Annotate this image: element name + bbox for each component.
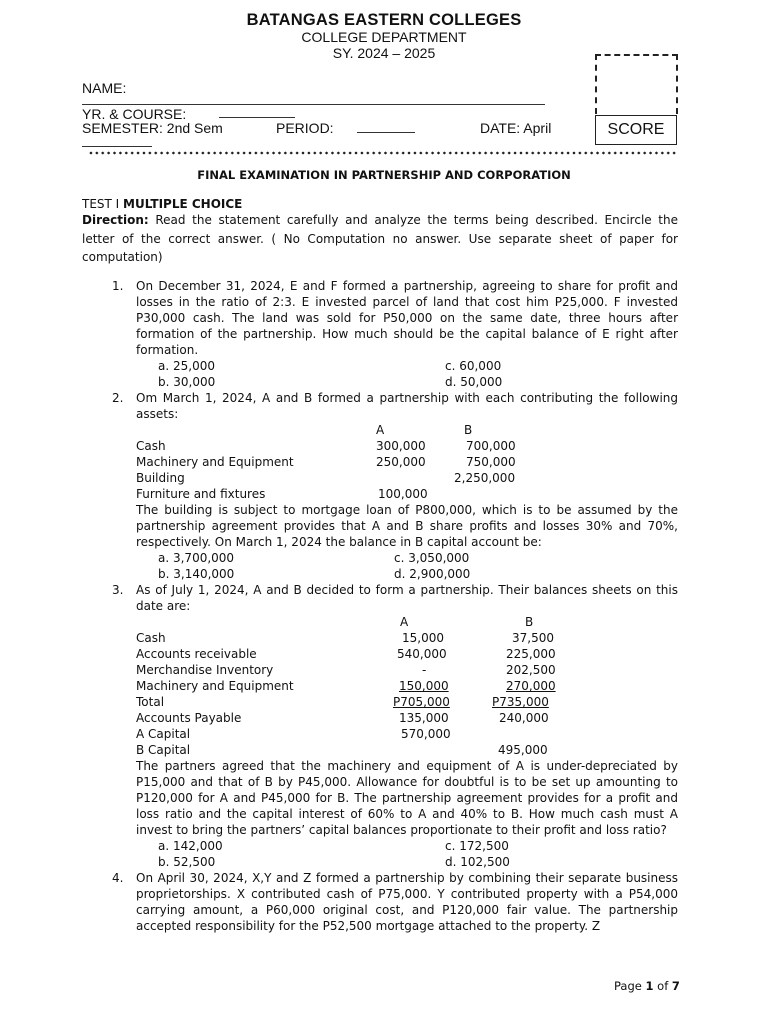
- period-line: [357, 132, 415, 133]
- choice-c[interactable]: c. 172,500: [445, 839, 509, 853]
- direction: [82, 211, 678, 267]
- page-total: 7: [671, 979, 680, 993]
- choice-c[interactable]: c. 3,050,000: [394, 551, 470, 565]
- choice-d[interactable]: d. 2,900,000: [394, 567, 471, 581]
- row-label: B Capital: [136, 743, 191, 757]
- row-value-b: P735,000: [492, 695, 549, 709]
- dotted-divider: [88, 151, 678, 155]
- score-label: SCORE: [595, 115, 677, 145]
- row-label: Cash: [136, 439, 166, 453]
- row-value-b: 37,500: [512, 631, 554, 645]
- date-label: DATE: April: [480, 120, 552, 136]
- choice-a[interactable]: a. 142,000: [158, 839, 223, 853]
- direction-text: Read the statement carefully and analyze the terms being described. Encircle the letter of the correct answer. ( No Computation no answer. Use separate sheet of paper for computation): [82, 213, 678, 264]
- question-text: On April 30, 2024, X,Y and Z formed a partnership by combining their separate business proprietorships. X contributed cash of P75,000. Y contributed property with a P54,000 carrying amount, a P60,000 original cost, and P120,000 fair value. The partnership accepted responsibility for the P52,500 mortgage attached to the property. Z: [136, 871, 678, 933]
- direction-label: Direction:: [82, 213, 149, 227]
- page-current: 1: [645, 979, 654, 993]
- row-label: Cash: [136, 631, 166, 645]
- choice-c[interactable]: c. 60,000: [445, 359, 502, 373]
- question-number: 4.: [112, 871, 124, 885]
- row-value-a: 250,000: [376, 455, 426, 469]
- name-line: [82, 104, 545, 105]
- page-word: Page: [614, 979, 642, 993]
- row-value-a: 570,000: [401, 727, 451, 741]
- question-3: [112, 582, 678, 872]
- row-value-a: 540,000: [397, 647, 447, 661]
- row-value-a: -: [422, 663, 427, 677]
- column-header-b: B: [525, 615, 534, 629]
- date-line: [82, 146, 152, 147]
- row-value-b: 225,000: [506, 647, 556, 661]
- page-indicator: [614, 979, 680, 993]
- school-name: BATANGAS EASTERN COLLEGES: [246, 11, 522, 29]
- question-text: On December 31, 2024, E and F formed a partnership, agreeing to share for profit and losses in the ratio of 2:3. E invested parcel of land that cost him P25,000. F invested P30,000 cash. The land was sold for P50,000 on the same date, three hours after formation of the partnership. How much should be the capital balance of E right after formation.: [136, 279, 678, 357]
- row-value-b: 495,000: [498, 743, 548, 757]
- question-number: 1.: [112, 279, 124, 293]
- row-value-b: 202,500: [506, 663, 556, 677]
- question-followup: The building is subject to mortgage loan of P800,000, which is to be assumed by the partnership agreement provides that A and B share profits and losses 30% and 70%, respectively. On March 1, 2024 the balance in B capital account be:: [136, 503, 678, 549]
- column-header-a: A: [400, 615, 409, 629]
- department-name: COLLEGE DEPARTMENT: [301, 29, 467, 45]
- question-2: [112, 390, 678, 584]
- row-label: Merchandise Inventory: [136, 663, 274, 677]
- choice-a[interactable]: a. 25,000: [158, 359, 215, 373]
- row-value-a: 150,000: [399, 679, 449, 693]
- choice-d[interactable]: d. 50,000: [445, 375, 503, 389]
- row-value-a: 135,000: [399, 711, 449, 725]
- row-value-a: 100,000: [378, 487, 428, 501]
- row-label: A Capital: [136, 727, 191, 741]
- row-label: Total: [136, 695, 165, 709]
- choice-b[interactable]: b. 52,500: [158, 855, 216, 869]
- row-value-b: 750,000: [466, 455, 516, 469]
- row-value-a: 300,000: [376, 439, 426, 453]
- row-value-b: 240,000: [499, 711, 549, 725]
- question-followup: The partners agreed that the machinery and equipment of A is under-depreciated by P15,000 and that of B by P45,000. Allowance for doubtful is to be set up amounting to P120,000 for A and P45,000 for B. The partnership agreement provides for a profit and loss ratio and the capital interest of 60% to A and 40% to B. How much cash must A invest to bring the partners’ capital balances proportionate to their profit and loss ratio?: [136, 759, 678, 837]
- column-header-a: A: [376, 423, 385, 437]
- choice-b[interactable]: b. 3,140,000: [158, 567, 235, 581]
- course-label: YR. & COURSE:: [82, 106, 187, 122]
- choice-a[interactable]: a. 3,700,000: [158, 551, 235, 565]
- row-label: Furniture and fixtures: [136, 487, 266, 501]
- name-label: NAME:: [82, 80, 127, 96]
- page-of: of: [657, 979, 669, 993]
- test-name: MULTIPLE CHOICE: [123, 197, 243, 211]
- question-text: Om March 1, 2024, A and B formed a partnership with each contributing the following assets:: [136, 391, 678, 421]
- question-text: As of July 1, 2024, A and B decided to form a partnership. Their balances sheets on this date are:: [136, 583, 678, 613]
- semester-label: SEMESTER: 2nd Sem: [82, 120, 223, 136]
- row-label: Machinery and Equipment: [136, 455, 294, 469]
- question-1: [112, 278, 678, 390]
- period-label: PERIOD:: [276, 120, 334, 136]
- row-label: Machinery and Equipment: [136, 679, 294, 693]
- row-value-b: 700,000: [466, 439, 516, 453]
- row-label: Accounts Payable: [136, 711, 242, 725]
- school-year: SY. 2024 – 2025: [332, 45, 436, 61]
- question-number: 3.: [112, 583, 124, 597]
- score-area: [595, 54, 678, 114]
- column-header-b: B: [464, 423, 473, 437]
- row-value-a: 15,000: [402, 631, 444, 645]
- test-label: TEST I: [82, 197, 120, 211]
- test-heading: [82, 197, 242, 211]
- row-label: Accounts receivable: [136, 647, 257, 661]
- row-value-b: 270,000: [506, 679, 556, 693]
- choice-d[interactable]: d. 102,500: [445, 855, 510, 869]
- exam-title: FINAL EXAMINATION IN PARTNERSHIP AND CORPORATION: [197, 168, 571, 182]
- choice-b[interactable]: b. 30,000: [158, 375, 216, 389]
- course-line: [219, 117, 295, 118]
- question-4: [112, 870, 678, 940]
- question-number: 2.: [112, 391, 124, 405]
- row-value-b: 2,250,000: [454, 471, 516, 485]
- row-value-a: P705,000: [393, 695, 450, 709]
- row-label: Building: [136, 471, 185, 485]
